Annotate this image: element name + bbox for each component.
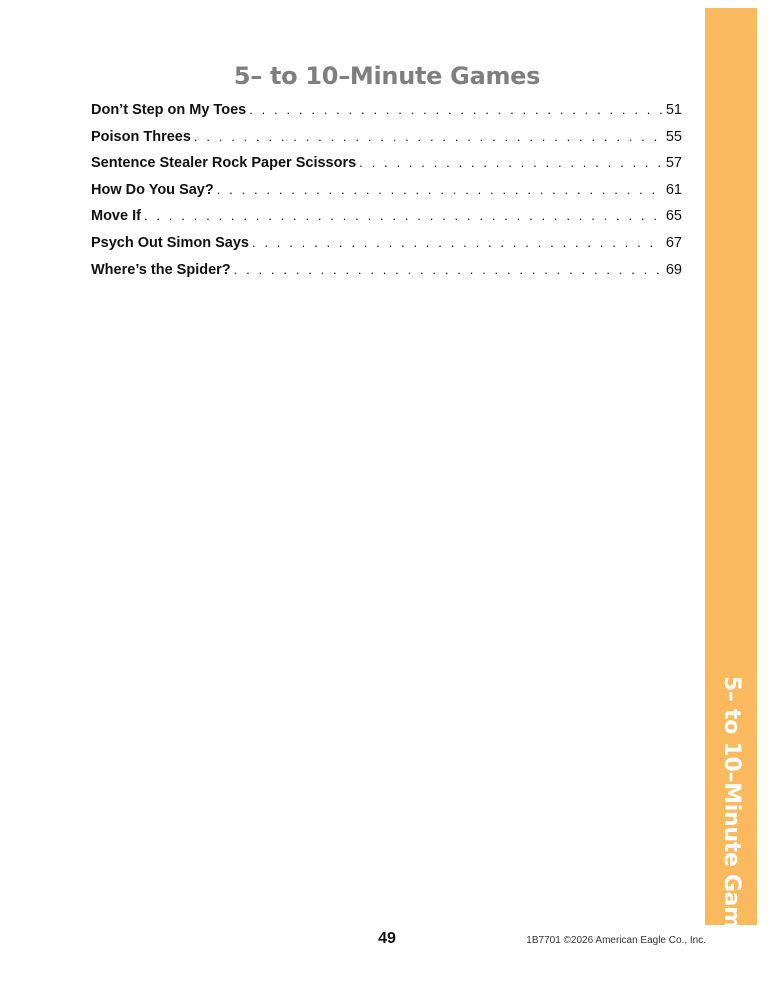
section-side-tab bbox=[705, 8, 757, 957]
toc-entry-page-number: 67 bbox=[665, 234, 682, 251]
toc-entry-page-number: 61 bbox=[665, 181, 682, 198]
toc-entry-dont-step-on-my-toes[interactable] bbox=[91, 97, 682, 124]
page-number: 49 bbox=[378, 930, 396, 947]
toc-entry-page-number: 65 bbox=[665, 208, 682, 225]
table-of-contents bbox=[91, 97, 682, 283]
toc-dot-leader bbox=[234, 257, 663, 284]
toc-entry-page-number: 57 bbox=[665, 155, 682, 172]
section-side-tab-label: 5– to 10–Minute Games bbox=[719, 676, 744, 957]
section-side-tab-label-area bbox=[705, 676, 757, 957]
toc-entry-title: Psych Out Simon Says bbox=[91, 234, 249, 251]
toc-dot-leader bbox=[359, 150, 663, 177]
toc-dot-leader bbox=[217, 177, 663, 204]
toc-entry-poison-threes[interactable] bbox=[91, 124, 682, 151]
page-title: 5– to 10–Minute Games bbox=[233, 62, 541, 90]
toc-entry-title: Move If bbox=[91, 208, 141, 225]
toc-entry-page-number: 69 bbox=[665, 261, 682, 278]
toc-entry-how-do-you-say[interactable] bbox=[91, 177, 682, 204]
toc-entry-sentence-stealer[interactable] bbox=[91, 150, 682, 177]
toc-dot-leader bbox=[252, 230, 663, 257]
toc-entry-page-number: 51 bbox=[665, 102, 682, 118]
toc-entry-title: Don’t Step on My Toes bbox=[91, 102, 247, 118]
toc-entry-page-number: 55 bbox=[665, 128, 682, 145]
copyright-notice: 1B7701 ©2026 American Eagle Co., Inc. bbox=[526, 935, 706, 946]
toc-dot-leader bbox=[144, 203, 663, 230]
toc-entry-title: Poison Threes bbox=[91, 128, 191, 145]
toc-entry-title: Where’s the Spider? bbox=[91, 261, 231, 278]
toc-entry-move-if[interactable] bbox=[91, 203, 682, 230]
toc-dot-leader bbox=[249, 97, 663, 124]
toc-entry-wheres-the-spider[interactable] bbox=[91, 257, 682, 284]
toc-dot-leader bbox=[194, 124, 663, 151]
toc-entry-title: Sentence Stealer Rock Paper Scissors bbox=[91, 155, 357, 172]
toc-entry-title: How Do You Say? bbox=[91, 181, 214, 198]
toc-entry-psych-out-simon-says[interactable] bbox=[91, 230, 682, 257]
